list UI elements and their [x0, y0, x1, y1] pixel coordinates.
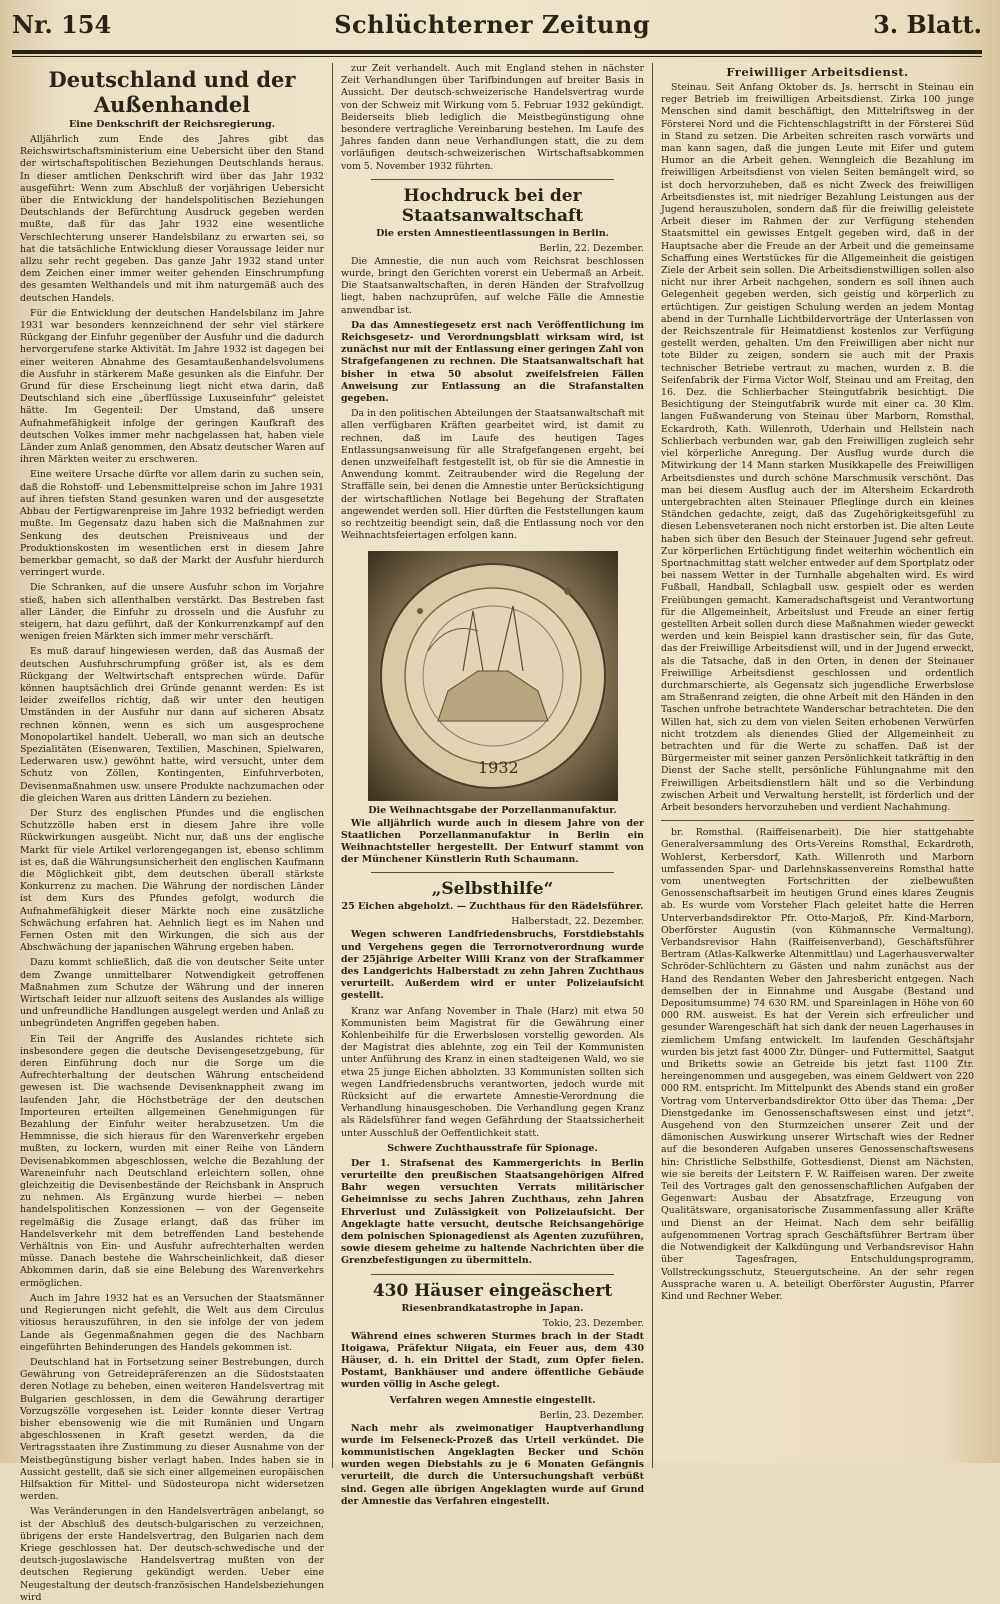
masthead-rule-thin: [12, 56, 982, 57]
paragraph: Wegen schweren Landfriedensbruchs, Forstdiebstahls und Vergehens gegen die Terrornotverordnung wurde der 25jährige Arbeiter Willi Kranz von der Strafkammer des Landgerichts Halberstadt zu zehn Jahren Zuchthaus verurteilt. Außerdem wird er unter Polizeiaufsicht gestellt.: [341, 929, 644, 1002]
article-subtitle: 25 Eichen abgeholzt. — Zuchthaus für den Rädelsführer.: [341, 901, 644, 913]
article-title: 430 Häuser eingeäschert: [372, 1280, 613, 1301]
paragraph: Der Sturz des englischen Pfundes und die englischen Schutzzölle haben erst in diesem Jahre ihre volle Rückwirkungen ausgeübt. Nicht nur, daß uns der englische Markt für viele Artikel verlorengegangen ist, ebenso schlimm ist es, daß die Währungsunsicherheit den englischen Kaufmann die Möglichkeit gibt, dem deutschen überall stärkste Konkurrenz zu machen. Die Währung der nordischen Länder ist dem Kurs des Pfundes gefolgt, wodurch die Aufnahmefähigkeit dieser Märkte noch eine zusätzliche Schwächung erfahren hat. Aehnlich liegt es im Nahen und Fernen Osten mit den Wirkungen, die sich aus der Abschwächung der japanischen Währung ergeben haben.: [20, 807, 324, 954]
paragraph: Eine weitere Ursache dürfte vor allem darin zu suchen sein, daß die Rohstoff- und Lebensmittelpreise schon im Jahre 1931 auf ihren tiefsten Stand gesunken waren und der ausgesetzte Abbau der Fertigwarenpreise im Jahre 1932 befriedigt werden mußte. Im Gegensatz dazu haben sich die Maßnahmen zur Senkung des deutschen Preisniveaus und der Produktionskosten im wesentlichen erst in diesem Jahre bemerkbar gemacht, so daß der Markt der Ausfuhr hierdurch verringert wurde.: [20, 469, 324, 579]
column-3: [652, 63, 982, 1468]
article-title: Schwere Zuchthausstrafe für Spionage.: [387, 1142, 598, 1154]
article-title: Deutschland und der Außenhandel: [48, 67, 296, 117]
dateline: Berlin, 22. Dezember.: [539, 242, 644, 254]
sheet-number: 3. Blatt.: [873, 10, 982, 39]
dateline: Tokio, 23. Dezember.: [542, 1317, 644, 1329]
article-subtitle: Die ersten Amnestieentlassungen in Berlin.: [376, 227, 609, 239]
porcelain-plate-photo: [368, 551, 618, 801]
article-subtitle: Eine Denkschrift der Reichsregierung.: [68, 119, 276, 130]
figure-caption-title: Die Weihnachtsgabe der Porzellanmanufaktur.: [368, 804, 617, 816]
paragraph: Die Schranken, auf die unsere Ausfuhr schon im Vorjahre stieß, haben sich allenthalben verstärkt. Das Bestreben fast aller Länder, die Einfuhr zu drosseln und die Ausfuhr zu steigern, hat dazu geführt, daß der Konkurrenzkampf auf den wenigen freien Märkten sich immer mehr verschärft.: [20, 582, 324, 643]
article-title: Hochdruck bei der Staatsanwaltschaft: [401, 185, 584, 226]
paragraph: Für die Entwicklung der deutschen Handelsbilanz im Jahre 1931 war besonders kennzeichnend der sehr viel stärkere Rückgang der Einfuhr gegenüber der Ausfuhr und die dadurch hervorgerufene starke Aktivität. Im Jahre 1932 ist dagegen bei einer weiteren Abnahme des Gesamtaußenhandelsvolumens die Ausfuhr in stärkerem Maße gesunken als die Einfuhr. Der Grund für diese Erscheinung liegt nicht etwa darin, daß Deutschland sich eine „überflüssige Luxuseinfuhr“ geleistet hätte. Im Gegenteil: Der Umstand, daß unsere Aufnahmefähigkeit infolge der geringen Kaufkraft des deutschen Volkes immer mehr nachgelassen hat, haben viele Länder zum Anlaß genommen, den Absatz deutscher Waren auf ihren Märkten weiter zu erschweren.: [20, 307, 324, 466]
paragraph: Es muß darauf hingewiesen werden, daß das Ausmaß der deutschen Ausfuhrschrumpfung größer ist, als es dem Rückgang der Weltwirtschaft entsprechen würde. Dafür können hauptsächlich drei Gründe genannt werden: Es ist leider zweifellos richtig, daß wir unter den heutigen Umständen in der Ausfuhr nur dann auf sicheren Absatz rechnen können, wenn es sich um ausgesprochene Monopolartikel handelt. Ueberall, wo man sich an deutsche Spezialitäten (Eisenwaren, Textilien, Maschinen, Spielwaren, Lederwaren usw.) gewöhnt hatte, wird versucht, unter dem Schutz von Zöllen, Kontingenten, Einfuhrverboten, Devisenmaßnahmen usw. unsere Produkte nachzumachen oder die gleichen Waren aus dritten Ländern zu beziehen.: [20, 646, 324, 804]
paragraph: Alljährlich zum Ende des Jahres gibt das Reichswirtschaftsministerium eine Uebersicht über den Stand der wirtschaftspolitischen Beziehungen Deutschlands heraus. In dieser amtlichen Denkschrift wird über das Jahr 1932 ausgeführt: Wenn zum Abschluß der vorjährigen Uebersicht über die Entwicklung der handelspolitischen Beziehungen Deutschlands der Befürchtung Ausdruck gegeben werden mußte, daß für das Jahr 1932 eine wesentliche Verschlechterung unserer Handelsbilanz zu erwarten sei, so hat die tatsächliche Entwicklung dieser Voraussage leider nur allzu sehr recht gegeben. Das ganze Jahr 1932 stand unter dem Zeichen einer immer weiter gehenden Einschrumpfung des gesamten Welthandels und mit ihm naturgemäß auch des deutschen Handels.: [20, 134, 324, 304]
paragraph: Was Veränderungen in den Handelsverträgen anbelangt, so ist der Abschluß des deutsch-bulgarischen zu verzeichnen, übrigens der erste Handelsvertrag, den Bulgarien nach dem Kriege geschlossen hat. Der deutsch-schwedische und der deutsch-jugoslawische Handelsvertrag mußten von der deutschen Regierung gekündigt werden. Ueber eine Neugestaltung der deutsch-französischen Handelsbeziehungen wird: [20, 1506, 324, 1603]
paragraph: Nach mehr als zweimonatiger Hauptverhandlung wurde im Felseneck-Prozeß das Urteil verkündet. Die kommunistischen Angeklagten Becker und Schön wurden wegen Diebstahls zu je 6 Monaten Gefängnis verurteilt, die durch die Untersuchungshaft verbüßt sind. Gegen alle übrigen Angeklagten wurde auf Grund der Amnestie das Verfahren eingestellt.: [341, 1422, 644, 1507]
separator: [371, 1274, 614, 1275]
masthead: [12, 10, 982, 44]
paragraph: Kranz war Anfang November in Thale (Harz) mit etwa 50 Kommunisten beim Magistrat für die Gewährung einer Kohlenbeihilfe für die Erwerbslosen vorstellig geworden. Als der Magistrat dies ablehnte, zog ein Teil der Kommunisten unter Anführung des Kranz in einen stadteigenen Wald, wo sie etwa 25 junge Eichen abholzten. 33 Kommunisten sollten sich wegen Landfriedensbruchs verantworten, jedoch wurde mit Rücksicht auf die erwartete Amnestie-Verordnung die Verhandlung hinausgeschoben. Die Verhandlung gegen Kranz als Rädelsführer fand wegen Gefährdung der Staatssicherheit unter Ausschluß der Oeffentlichkeit statt.: [341, 1005, 644, 1139]
dateline: Halberstadt, 22. Dezember.: [511, 916, 644, 928]
paragraph: Ein Teil der Angriffe des Auslandes richtete sich insbesondere gegen die deutsche Devisengesetzgebung, für deren Einführung doch nur die Sorge um die Aufrechterhaltung der deutschen Währung entscheidend gewesen ist. Die wachsende Devisenknappheit zwang im laufenden Jahr, die Höchstbeträge der den deutschen Importeuren erteilten allgemeinen Genehmigungen für Bezahlung der Einfuhr weiter herabzusetzen. Um die Hemmnisse, die sich hieraus für den Warenverkehr ergeben mußten, zu lockern, wurden mit einer Reihe von Ländern Devisenabkommen abgeschlossen, welche die Bezahlung der Wareneinfuhr nach Deutschland erleichtern sollen, ohne gleichzeitig die Devisenbestände der Reichsbank in Anspruch zu nehmen. Als Ergänzung wurde hierbei — neben handelspolitischen Konzessionen — von der Gegenseite regelmäßig die Zusage erlangt, daß das früher im Handelsverkehr mit dem betreffenden Land bestehende Verhältnis von Ein- und Ausfuhr aufrechterhalten werden müsse. Danach bestehe die Wahrscheinlichkeit, daß dieser Abkommen darin, daß sie eine Belebung des Warenverkehrs ermöglichen.: [20, 1033, 324, 1289]
paragraph: Da das Amnestiegesetz erst nach Veröffentlichung im Reichsgesetz- und Verordnungsblatt wirksam wird, ist zunächst nur mit der Entlassung einer geringen Zahl von Strafgefangenen zu rechnen. Die Staatsanwaltschaft hat bisher in etwa 50 absolut zweifelsfreien Fällen Anweisung zur Entlassung an die Strafanstalten gegeben.: [341, 319, 644, 405]
article-title: „Selbsthilfe“: [431, 879, 554, 900]
plate-illustration: [368, 551, 618, 801]
article-title: Freiwilliger Arbeitsdienst.: [726, 65, 909, 79]
issue-number: Nr. 154: [12, 10, 112, 39]
paragraph: Die Amnestie, die nun auch vom Reichsrat beschlossen wurde, bringt den Gerichten vorerst ein Uebermaß an Arbeit. Die Staatsanwaltschaften, in deren Händen der Strafvollzug liegt, haben nachzuprüfen, auf welche Fälle die Amnestie anwendbar ist.: [341, 255, 644, 316]
plate-year: 1932: [477, 757, 519, 777]
paragraph: Während eines schweren Sturmes brach in der Stadt Itoigawa, Präfektur Niigata, ein Feuer aus, dem 430 Häuser, d. h. ein Drittel der Stadt, zum Opfer fielen. Postamt, Bankhäuser und andere öffentliche Gebäude wurden völlig in Asche gelegt.: [341, 1330, 644, 1391]
paragraph-continued: zur Zeit verhandelt. Auch mit England stehen in nächster Zeit Verhandlungen über Tarifbindungen auf breiter Basis in Aussicht. Der deutsch-schweizerische Handelsvertrag wurde von der Schweiz mit Wirkung vom 5. Februar 1932 gekündigt. Beiderseits blieb lediglich die Meistbegünstigung ohne besondere vertragliche Vereinbarung bestehen. Im Laufe des Jahres fanden dann neue Verhandlungen statt, die zu dem vorläufigen deutsch-schweizerischen Wirtschaftsabkommen vom 5. November 1932 führten.: [341, 63, 644, 172]
paragraph: Auch im Jahre 1932 hat es an Versuchen der Staatsmänner und Regierungen nicht gefehlt, die Welt aus dem Circulus vitiosus herauszuführen, in den sie infolge der von jedem Lande als Gegenmaßnahmen gegen die des Nachbarn eingeführten Behinderungen des Handels gekommen ist.: [20, 1292, 324, 1353]
figure-caption: Wie alljährlich wurde auch in diesem Jahre von der Staatlichen Porzellanmanufaktur in Berlin ein Weihnachtsteller hergestellt. Der Entwurf stammt von der Münchener Künstlerin Ruth Schaumann.: [341, 817, 644, 866]
column-1: [12, 63, 332, 1603]
paragraph: Da in den politischen Abteilungen der Staatsanwaltschaft mit allen verfügbaren Kräften gearbeitet wird, ist damit zu rechnen, daß im Laufe des heutigen Tages Entlassungsanweisung für alle Strafgefangenen ergeht, bei denen unzweifelhaft festgestellt ist, ob für sie die Amnestie in Anwendung kommt. Zeitraubender wird die Regelung der Straffälle sein, bei denen die Amnestie unter Berücksichtigung der wirtschaftlichen Notlage bei Begehung der Straftaten angewendet werden soll. Hier dürften die Feststellungen kaum so rechtzeitig beendigt sein, daß die Entlassung noch vor den Weihnachtsfeiertagen erfolgen kann.: [341, 408, 644, 542]
dateline: Berlin, 23. Dezember.: [539, 1409, 644, 1421]
article-title: Verfahren wegen Amnestie eingestellt.: [389, 1394, 596, 1406]
paragraph: br. Romsthal. (Raiffeisenarbeit). Die hier stattgehabte Generalversammlung des Orts-Vereins Romsthal, Eckardroth, Wohlerst, Kerbersdorf, Kath. Willenroth und Marborn umfassenden Spar- und Darlehnskassenvereins Romsthal hatte vom unentwegten Fortschritten der zielbewußten Genossenschaftsarbeit im heutigen Grund eines klares Zeugnis ab. Es wurde vom Vorsteher Flach geleitet hatte die Herren Unterverbandsdirektor Pfr. Otto-Marjoß, Pfr. Kind-Marborn, Oberförster Augustin (von Kühmannsche Vermaltung). Verbandsrevisor Hahn (Raiffeisenverband), Geschäftsführer Bertram (Atlas-Kalkwerke Altenmittlau) und Lagerhausverwalter Schröder-Schlüchtern zu Gästen und nahm zunächst aus der Hand des Rendanten Weber den Jahresbericht entgegen. Nach demselben der in Einnahme und Ausgabe (Bestand und Depositumsumme) 74 630 RM. und Spareinlagen in Höhe von 60 000 RM. ausweist. Es hat der Verein sich erfreulicher und gesunder Warengeschäft hat sich dank der neuen Lagerhauses in ziemlichem Umfang entwickelt. Im laufenden Geschäftsjahr wurden bis jetzt fast 4000 Ztr. Dünger- und Futtermittel, Saatgut und Briketts sowie an Getreide bis jetzt fast 1100 Ztr. hereingenommen und ausgegeben, was einem Geldwert von 220 000 RM. entspricht. Im Mittelpunkt des Abends stand ein großer Vortrag vom Unterverbandsdirektor Otto über das Thema: „Der Dienstgedanke im Genossenschaftswesen einst und jetzt“. Ausgehend von den Sturmzeichen unserer Zeit und der dämonischen Auswirkung unserer Wirtschaft wies der Redner auf die besonderen Aufgaben unseres Genossenschaftswesens hin: Christliche Selbsthilfe, Gottesdienst, Dienst am Nächsten, wie sie bereits der Leitstern F. W. Raiffeisen waren. Der zweite Teil des Vortrages galt den genossenschaftlichen Aufgaben der Gegenwart: Ausbau der Absatzfrage, Erzeugung von Qualitätsware, organisatorische Zusammenfassung aller Kräfte und Dienst an der Heimat. Nach dem sehr beifällig aufgenommenen Vortrag sprach Geschäftsführer Bertram über die Notwendigkeit der Kalkdüngung und Verbandsrevisor Hahn über Tagesfragen, Entschuldungsprogramm, Vollstreckungsschutz, Steuergutscheine. An der sehr regen Aussprache waren u. A. beteiligt Oberförster Augustin, Pfarrer Kind und Rechner Weber.: [661, 827, 974, 1302]
paragraph: Deutschland hat in Fortsetzung seiner Bestrebungen, durch Gewährung von Getreidepräferenzen an die Südoststaaten deren Notlage zu beheben, einen weiteren Handelsvertrag mit Bulgarien geschlossen, in dem die Gewährung derartiger Vorzugszölle vorgesehen ist. Leider konnte dieser Vertrag bisher ebensowenig wie die mit Rumänien und Ungarn abgeschlossenen in Kraft gesetzt werden, da die Vertragsstaaten ihre Zustimmung zu dieser Ausnahme von der Meistbegünstigung bisher verlagt haben. Indes haben sie in Aussicht gestellt, daß sie sich einer allgemeinen europäischen Hilfsaktion für Mittel- und Südosteuropa nicht widersetzen werden.: [20, 1356, 324, 1503]
columns: [12, 63, 982, 1603]
paper-title: Schlüchterner Zeitung: [334, 10, 651, 39]
paragraph: Der 1. Strafsenat des Kammergerichts in Berlin verurteilte den preußischen Staatsangehörigen Alfred Bahr wegen versuchten Verrats militärischer Geheimnisse zu sechs Jahren Zuchthaus, zehn Jahren Ehrverlust und Zulässigkeit von Polizeiaufsicht. Der Angeklagte hatte versucht, deutsche Reichsangehörige dem polnischen Spionagedienst als Agenten zuzuführen, sowie diesem geheime zu haltende Nachrichten über die Grenzbefestigungen zu übermitteln.: [341, 1157, 644, 1267]
masthead-rule: [12, 50, 982, 54]
separator: [371, 872, 614, 873]
paragraph: Dazu kommt schließlich, daß die von deutscher Seite unter dem Zwange unmittelbarer Notwendigkeit getroffenen Maßnahmen zum Schutze der Währung und der inneren Wirtschaft leider nur allzuoft seitens des Auslandes als willige und unfreundliche Handlungen ausgelegt werden und Anlaß zu unbegründeten Angriffen gegeben haben.: [20, 957, 324, 1030]
separator: [371, 179, 614, 180]
column-2: [332, 63, 652, 1507]
separator: [661, 820, 974, 821]
article-subtitle: Riesenbrandkatastrophe in Japan.: [401, 1302, 584, 1314]
paragraph: Steinau. Seit Anfang Oktober ds. Js. herrscht in Steinau ein reger Betrieb im freiwilligen Arbeitsdienst. Zirka 100 junge Menschen sind damit beschäftigt, den Mittelriftsweg in der Försterei Nord und die Fichtenschlagstriftt in der Försterei Süd in Stand zu setzen. Die Arbeiten schreiten rasch vorwärts und man kann sagen, daß die jungen Leute mit Eifer und gutem Humor an die Arbeit gehen. Wenngleich die Bezahlung im freiwilligen Arbeitsdienst von vielen Seiten bemängelt wird, so ist doch hervorzuheben, daß es nicht Zweck des freiwilligen Arbeitsdienstes ist, mit niedriger Bezahlung Leistungen aus der Jugend herauszuholen, sondern daß für die freiwillig geleistete Arbeit dieser im Rahmen der zur Verfügung stehenden Staatsmittel ein gewisses Entgelt gegeben wird, daß in der Hauptsache aber die Freude an der Arbeit und die gemeinsame Schaffung eines Wertstückes für die Allgemeinheit die geistigen Ziele der Arbeit sein sollen. Die Arbeitsdienstwilligen sollen also nicht nur ihrer Arbeit nachgehen, sondern es soll ihnen auch Gelegenheit gegeben werden, sich geistig und körperlich zu ertüchtigen. Zur geistigen Schulung werden an jedem Montag abend in der Turnhalle Lichtbildervorträge der Unterlassen von der Reichszentrale für Heimatdienst kostenlos zur Verfügung gestellt werden, gehalten. Um den Freiwilligen aber nicht nur tote Bilder zu zeigen, sondern sie auch mit der Praxis technischer Betriebe vertraut zu machen, wurden z. B. die Seifenfabrik der Firma Victor Wolf, Steinau und am Freitag, den 16. Dez. die Schlierbacher Steingutfabrik besichtigt. Die Besichtigung der Steingutfabrik wurde mit einer ca. 30 Klm. langen Fußwanderung von Steinau über Marborn, Romsthal, Eckardroth, Kath. Willenroth, Uderhain und Hellstein nach Schlierbach verbunden war, gab den Freiwilligen zugleich sehr viel körperliche Anregung. Der Ausflug wurde durch die Mitwirkung der 14 Mann starken Musikkapelle des Freiwilligen Arbeitsdienstes und durch schöne Marschmusik verschönt. Das man bei diesem Ausflug auch der im Altersheim Eckardroth untergebrachten alten Steinauer Pfleglinge durch ein kleines Ständchen gedachte, zeigt, daß das Zugehörigkeitsgefühl zu diesen Lebensveteranen noch nicht erstorben ist. Die alten Leute haben sich über den Besuch der Steinauer Jugend sehr gefreut. Zur körperlichen Ertüchtigung findet weiterhin wöchentlich ein Sportnachmittag statt welcher entweder auf dem Sportplatz oder bei nassem Wetter in der Turnhalle abgehalten wird. Es wird Fußball, Handball, Schlagball usw. gespielt oder es werden Freiübungen gemacht. Kameradschaftsgeist und Verantwortung für die Allgemeinheit, Arbeitslust und Freude an einer fertig gestellten Arbeit sollen durch diese Maßnahmen wieder geweckt werden und kein Beispiel kann drastischer sein, für das Gute, das der Freiwillige Arbeitsdienst will, und in der Jugend erweckt, als die Tatsache, daß in den Orten, in denen der Steinauer Freiwillige Arbeitsdienst geschlossen und ordentlich durchmarschierte, als Gegensatz sich jugendliche Erwerbslose am Straßenrand zeigten, die ohne Arbeit mit den Händen in den Taschen unfrohe betrachtete Wanderschar betrachteten. Die den Willen hat, sich zu dem von vielen Seiten erhobenen Verwürfen nicht trotzdem als dienendes Glied der Allgemeinheit zu betrachten und für die Werte zu schaffen. Daß ist der Bürgermeister mit seiner ganzen Persönlichkeit tatkräftig in den Dienst der Sache stellt, persönliche Fühlungnahme mit den Freiwilligen Arbeitsdienstlern hält und so die Verbindung zwischen Arbeit und Verwaltung herstellt, ist förderlich und der Arbeit besonders hervorzuheben und verdient Nachahmung.: [661, 82, 974, 813]
